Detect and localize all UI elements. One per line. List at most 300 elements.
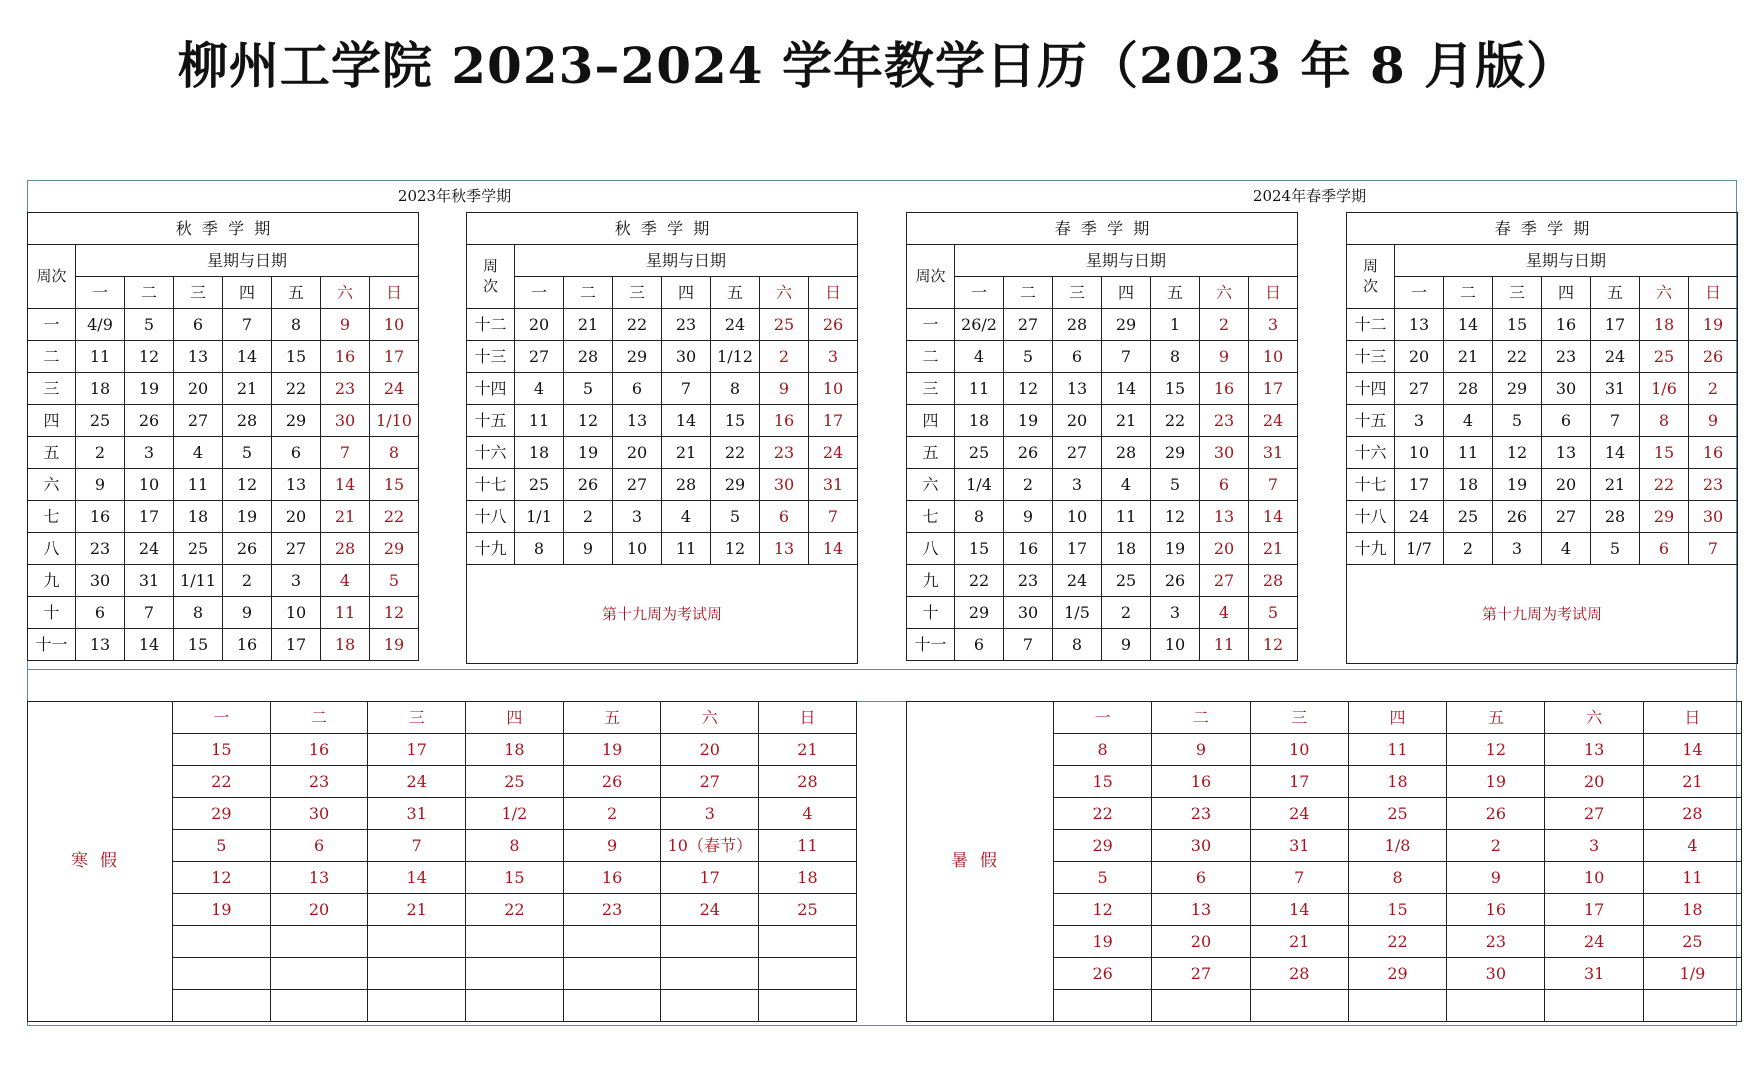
date-cell: 26 (1689, 341, 1738, 373)
date-cell: 15 (955, 533, 1004, 565)
week-number: 十八 (467, 501, 515, 533)
exam-week-note: 第十九周为考试周 (1347, 565, 1738, 664)
weekday-name: 三 (1053, 277, 1102, 309)
date-cell: 4 (1444, 405, 1493, 437)
date-cell (1152, 990, 1250, 1022)
date-cell: 19 (173, 894, 271, 926)
date-cell: 1/11 (174, 565, 223, 597)
date-cell: 14 (1444, 309, 1493, 341)
date-cell: 1/9 (1643, 958, 1741, 990)
date-cell: 8 (515, 533, 564, 565)
week-number: 九 (907, 565, 955, 597)
date-cell: 30 (76, 565, 125, 597)
date-cell: 8 (370, 437, 419, 469)
date-cell: 23 (563, 894, 661, 926)
exam-week-note: 第十九周为考试周 (467, 565, 858, 664)
week-column-header: 周 次 (467, 245, 515, 309)
week-number: 七 (28, 501, 76, 533)
date-cell (270, 926, 368, 958)
date-cell: 11 (1643, 862, 1741, 894)
date-cell: 2 (563, 798, 661, 830)
table-row (1347, 501, 1738, 533)
date-cell: 20 (613, 437, 662, 469)
date-cell: 19 (564, 437, 613, 469)
date-cell: 21 (662, 437, 711, 469)
date-cell: 6 (1640, 533, 1689, 565)
date-cell: 25 (1643, 926, 1741, 958)
date-cell: 19 (1493, 469, 1542, 501)
weekday-name: 五 (563, 702, 661, 734)
date-cell: 17 (809, 405, 858, 437)
date-cell (1348, 990, 1446, 1022)
date-cell: 2 (1689, 373, 1738, 405)
date-cell: 27 (1200, 565, 1249, 597)
date-cell (563, 990, 661, 1022)
date-cell: 21 (1444, 341, 1493, 373)
date-cell: 12 (1447, 734, 1545, 766)
date-cell: 3 (661, 798, 759, 830)
date-cell: 8 (1348, 862, 1446, 894)
date-cell (368, 958, 466, 990)
date-cell: 28 (759, 766, 857, 798)
table-row (1347, 341, 1738, 373)
date-cell: 8 (174, 597, 223, 629)
date-cell: 25 (466, 766, 564, 798)
date-cell: 7 (1004, 629, 1053, 661)
date-cell: 30 (1200, 437, 1249, 469)
date-cell: 19 (1004, 405, 1053, 437)
date-cell: 13 (1542, 437, 1591, 469)
week-number: 十 (907, 597, 955, 629)
date-cell: 11 (1102, 501, 1151, 533)
date-cell: 26/2 (955, 309, 1004, 341)
week-column-header: 周次 (907, 245, 955, 309)
date-cell: 11 (321, 597, 370, 629)
date-cell: 27 (1395, 373, 1444, 405)
date-cell: 12 (564, 405, 613, 437)
date-cell: 3 (1151, 597, 1200, 629)
date-cell: 14 (125, 629, 174, 661)
date-cell (661, 990, 759, 1022)
date-cell: 27 (272, 533, 321, 565)
date-cell: 31 (125, 565, 174, 597)
date-cell: 9 (1102, 629, 1151, 661)
date-cell: 7 (368, 830, 466, 862)
date-cell: 26 (1447, 798, 1545, 830)
date-cell: 21 (321, 501, 370, 533)
date-cell: 27 (613, 469, 662, 501)
weekday-name: 一 (1395, 277, 1444, 309)
date-cell: 11 (1200, 629, 1249, 661)
date-cell: 3 (1493, 533, 1542, 565)
weekday-name: 二 (1444, 277, 1493, 309)
week-number: 七 (907, 501, 955, 533)
date-cell: 28 (564, 341, 613, 373)
table-row (907, 501, 1298, 533)
date-cell: 8 (1054, 734, 1152, 766)
date-cell: 30 (662, 341, 711, 373)
table-row (907, 437, 1298, 469)
date-cell: 10 (272, 597, 321, 629)
date-cell: 19 (370, 629, 419, 661)
date-cell: 22 (711, 437, 760, 469)
table-row (467, 309, 858, 341)
date-cell: 22 (370, 501, 419, 533)
date-cell: 13 (270, 862, 368, 894)
date-cell: 22 (1054, 798, 1152, 830)
date-cell: 28 (1643, 798, 1741, 830)
date-cell: 20 (1545, 766, 1643, 798)
date-cell: 8 (1053, 629, 1102, 661)
date-cell: 14 (1250, 894, 1348, 926)
weekday-name: 四 (1542, 277, 1591, 309)
table-row (907, 373, 1298, 405)
date-cell: 29 (1102, 309, 1151, 341)
date-cell: 28 (321, 533, 370, 565)
date-cell: 1/7 (1395, 533, 1444, 565)
table-row (28, 405, 419, 437)
table-row (1347, 373, 1738, 405)
summer-vacation-label: 暑假 (907, 702, 1054, 1022)
date-cell: 24 (1053, 565, 1102, 597)
date-cell: 28 (1249, 565, 1298, 597)
weekday-name: 六 (321, 277, 370, 309)
table-row (1347, 437, 1738, 469)
date-cell: 27 (174, 405, 223, 437)
date-cell: 10 (370, 309, 419, 341)
date-cell: 5 (1054, 862, 1152, 894)
autumn-table1-calendar (27, 212, 419, 661)
weekday-date-header: 星期与日期 (515, 245, 858, 277)
weekday-name: 四 (1348, 702, 1446, 734)
date-cell: 1/6 (1640, 373, 1689, 405)
date-cell: 20 (1542, 469, 1591, 501)
date-cell: 23 (76, 533, 125, 565)
date-cell: 25 (1640, 341, 1689, 373)
date-cell: 24 (809, 437, 858, 469)
weekday-name: 一 (955, 277, 1004, 309)
spring-semester-label: 2024年春季学期 (1252, 187, 1367, 205)
date-cell: 25 (76, 405, 125, 437)
date-cell: 5 (125, 309, 174, 341)
date-cell (759, 958, 857, 990)
table-row (907, 469, 1298, 501)
table-row (467, 533, 858, 565)
date-cell: 16 (1542, 309, 1591, 341)
date-cell: 23 (1152, 798, 1250, 830)
weekday-name: 六 (760, 277, 809, 309)
date-cell: 17 (1591, 309, 1640, 341)
date-cell: 25 (759, 894, 857, 926)
date-cell: 3 (1249, 309, 1298, 341)
date-cell: 26 (1151, 565, 1200, 597)
date-cell: 15 (1493, 309, 1542, 341)
weekday-name: 五 (711, 277, 760, 309)
date-cell: 23 (1447, 926, 1545, 958)
date-cell: 7 (1591, 405, 1640, 437)
date-cell: 4 (955, 341, 1004, 373)
date-cell: 29 (173, 798, 271, 830)
date-cell: 14 (1591, 437, 1640, 469)
date-cell: 12 (1054, 894, 1152, 926)
date-cell: 24 (1249, 405, 1298, 437)
date-cell: 14 (1249, 501, 1298, 533)
date-cell: 23 (1200, 405, 1249, 437)
weekday-name: 一 (76, 277, 125, 309)
week-number: 五 (907, 437, 955, 469)
week-number: 十七 (467, 469, 515, 501)
weekday-name: 日 (370, 277, 419, 309)
date-cell: 6 (272, 437, 321, 469)
table-row (1347, 469, 1738, 501)
weekday-name: 二 (1152, 702, 1250, 734)
winter-vacation-label: 寒假 (28, 702, 173, 1022)
weekday-name: 三 (613, 277, 662, 309)
date-cell: 24 (1250, 798, 1348, 830)
date-cell: 22 (1493, 341, 1542, 373)
date-cell (466, 926, 564, 958)
date-cell: 17 (125, 501, 174, 533)
date-cell: 29 (613, 341, 662, 373)
table-row (907, 629, 1298, 661)
date-cell: 19 (223, 501, 272, 533)
date-cell: 20 (1053, 405, 1102, 437)
weekday-name: 日 (1689, 277, 1738, 309)
date-cell (466, 990, 564, 1022)
date-cell: 5 (711, 501, 760, 533)
date-cell: 18 (321, 629, 370, 661)
date-cell: 21 (1643, 766, 1741, 798)
date-cell: 18 (1444, 469, 1493, 501)
date-cell: 13 (760, 533, 809, 565)
page-title: 柳州工学院 2023–2024 学年教学日历（2023 年 8 月版） (177, 36, 1578, 95)
date-cell: 5 (1493, 405, 1542, 437)
table-row (28, 629, 419, 661)
date-cell: 17 (1249, 373, 1298, 405)
date-cell: 28 (1444, 373, 1493, 405)
date-cell: 28 (1591, 501, 1640, 533)
date-cell: 1/10 (370, 405, 419, 437)
date-cell: 17 (1395, 469, 1444, 501)
date-cell: 15 (370, 469, 419, 501)
date-cell (173, 958, 271, 990)
autumn-semester-label: 2023年秋季学期 (397, 187, 512, 205)
date-cell: 6 (76, 597, 125, 629)
autumn-table2-calendar (466, 212, 858, 664)
weekday-name: 三 (174, 277, 223, 309)
table-row (28, 597, 419, 629)
date-cell: 16 (1689, 437, 1738, 469)
date-cell: 29 (370, 533, 419, 565)
date-cell: 22 (1151, 405, 1200, 437)
date-cell: 1/12 (711, 341, 760, 373)
date-cell: 14 (1643, 734, 1741, 766)
date-cell: 12 (173, 862, 271, 894)
date-cell: 1/4 (955, 469, 1004, 501)
date-cell: 29 (272, 405, 321, 437)
date-cell: 30 (1689, 501, 1738, 533)
weekday-name: 三 (368, 702, 466, 734)
date-cell: 8 (711, 373, 760, 405)
date-cell: 21 (1249, 533, 1298, 565)
date-cell: 14 (809, 533, 858, 565)
date-cell: 16 (760, 405, 809, 437)
date-cell: 30 (321, 405, 370, 437)
date-cell: 10 (1545, 862, 1643, 894)
date-cell: 23 (321, 373, 370, 405)
date-cell: 18 (1348, 766, 1446, 798)
weekday-name: 日 (1249, 277, 1298, 309)
date-cell: 8 (1640, 405, 1689, 437)
date-cell: 27 (515, 341, 564, 373)
date-cell: 30 (1447, 958, 1545, 990)
date-cell: 10 (125, 469, 174, 501)
weekday-date-header: 星期与日期 (1395, 245, 1738, 277)
date-cell: 13 (1152, 894, 1250, 926)
date-cell: 21 (1591, 469, 1640, 501)
week-number: 十一 (28, 629, 76, 661)
date-cell: 13 (272, 469, 321, 501)
weekday-date-header: 星期与日期 (955, 245, 1298, 277)
date-cell: 30 (1152, 830, 1250, 862)
date-cell: 11 (1348, 734, 1446, 766)
date-cell: 14 (321, 469, 370, 501)
date-cell (759, 926, 857, 958)
date-cell (1250, 990, 1348, 1022)
date-cell: 6 (1053, 341, 1102, 373)
date-cell: 24 (370, 373, 419, 405)
date-cell: 18 (174, 501, 223, 533)
date-cell (173, 990, 271, 1022)
date-cell: 18 (1102, 533, 1151, 565)
date-cell: 27 (1053, 437, 1102, 469)
date-cell: 12 (1249, 629, 1298, 661)
date-cell: 21 (564, 309, 613, 341)
date-cell: 9 (1200, 341, 1249, 373)
date-cell: 10 (613, 533, 662, 565)
date-cell: 29 (955, 597, 1004, 629)
date-cell: 4 (1200, 597, 1249, 629)
week-number: 五 (28, 437, 76, 469)
date-cell: 1/1 (515, 501, 564, 533)
weekday-name: 一 (515, 277, 564, 309)
date-cell: 25 (1102, 565, 1151, 597)
date-cell: 26 (1493, 501, 1542, 533)
date-cell: 4 (174, 437, 223, 469)
date-cell: 21 (1102, 405, 1151, 437)
date-cell: 4 (1102, 469, 1151, 501)
weekday-date-header: 星期与日期 (76, 245, 419, 277)
date-cell (661, 958, 759, 990)
table-row (28, 501, 419, 533)
weekday-name: 四 (223, 277, 272, 309)
date-cell: 1/2 (466, 798, 564, 830)
date-cell: 4 (662, 501, 711, 533)
date-cell: 4 (759, 798, 857, 830)
date-cell: 9 (76, 469, 125, 501)
weekday-name: 四 (1102, 277, 1151, 309)
date-cell: 6 (1542, 405, 1591, 437)
date-cell: 18 (466, 734, 564, 766)
date-cell: 27 (1545, 798, 1643, 830)
date-cell: 19 (125, 373, 174, 405)
week-number: 九 (28, 565, 76, 597)
date-cell: 11 (1444, 437, 1493, 469)
date-cell: 22 (272, 373, 321, 405)
date-cell (368, 990, 466, 1022)
date-cell: 1/5 (1053, 597, 1102, 629)
date-cell: 15 (466, 862, 564, 894)
date-cell: 27 (661, 766, 759, 798)
date-cell: 25 (174, 533, 223, 565)
date-cell: 23 (662, 309, 711, 341)
date-cell: 30 (760, 469, 809, 501)
date-cell: 10 (809, 373, 858, 405)
date-cell: 16 (76, 501, 125, 533)
date-cell: 12 (223, 469, 272, 501)
date-cell: 25 (1348, 798, 1446, 830)
date-cell: 20 (661, 734, 759, 766)
date-cell: 19 (1054, 926, 1152, 958)
date-cell: 6 (1200, 469, 1249, 501)
date-cell: 9 (223, 597, 272, 629)
date-cell: 3 (809, 341, 858, 373)
table-row (28, 469, 419, 501)
week-column-header: 周 次 (1347, 245, 1395, 309)
table-row (28, 565, 419, 597)
date-cell: 14 (223, 341, 272, 373)
date-cell: 31 (809, 469, 858, 501)
date-cell (759, 990, 857, 1022)
date-cell: 26 (1054, 958, 1152, 990)
date-cell: 15 (174, 629, 223, 661)
date-cell: 4 (1643, 830, 1741, 862)
weekday-name: 五 (1447, 702, 1545, 734)
date-cell: 24 (368, 766, 466, 798)
weekday-name: 日 (809, 277, 858, 309)
date-cell: 15 (1151, 373, 1200, 405)
date-cell: 7 (809, 501, 858, 533)
date-cell: 15 (173, 734, 271, 766)
date-cell: 12 (370, 597, 419, 629)
date-cell: 9 (760, 373, 809, 405)
date-cell: 2 (1444, 533, 1493, 565)
date-cell: 7 (321, 437, 370, 469)
date-cell: 17 (370, 341, 419, 373)
date-cell: 28 (223, 405, 272, 437)
date-cell: 2 (1102, 597, 1151, 629)
date-cell: 14 (662, 405, 711, 437)
semester-name: 春 季 学 期 (1347, 213, 1738, 245)
week-number: 十六 (467, 437, 515, 469)
date-cell: 20 (515, 309, 564, 341)
date-cell: 16 (223, 629, 272, 661)
weekday-name: 四 (466, 702, 564, 734)
date-cell: 7 (1249, 469, 1298, 501)
date-cell (270, 990, 368, 1022)
date-cell: 3 (272, 565, 321, 597)
date-cell: 25 (1444, 501, 1493, 533)
date-cell: 9 (1004, 501, 1053, 533)
date-cell: 17 (272, 629, 321, 661)
date-cell: 24 (711, 309, 760, 341)
date-cell: 13 (1053, 373, 1102, 405)
date-cell: 16 (1447, 894, 1545, 926)
weekday-name: 二 (1004, 277, 1053, 309)
weekday-name: 二 (270, 702, 368, 734)
date-cell: 11 (759, 830, 857, 862)
date-cell: 9 (1689, 405, 1738, 437)
